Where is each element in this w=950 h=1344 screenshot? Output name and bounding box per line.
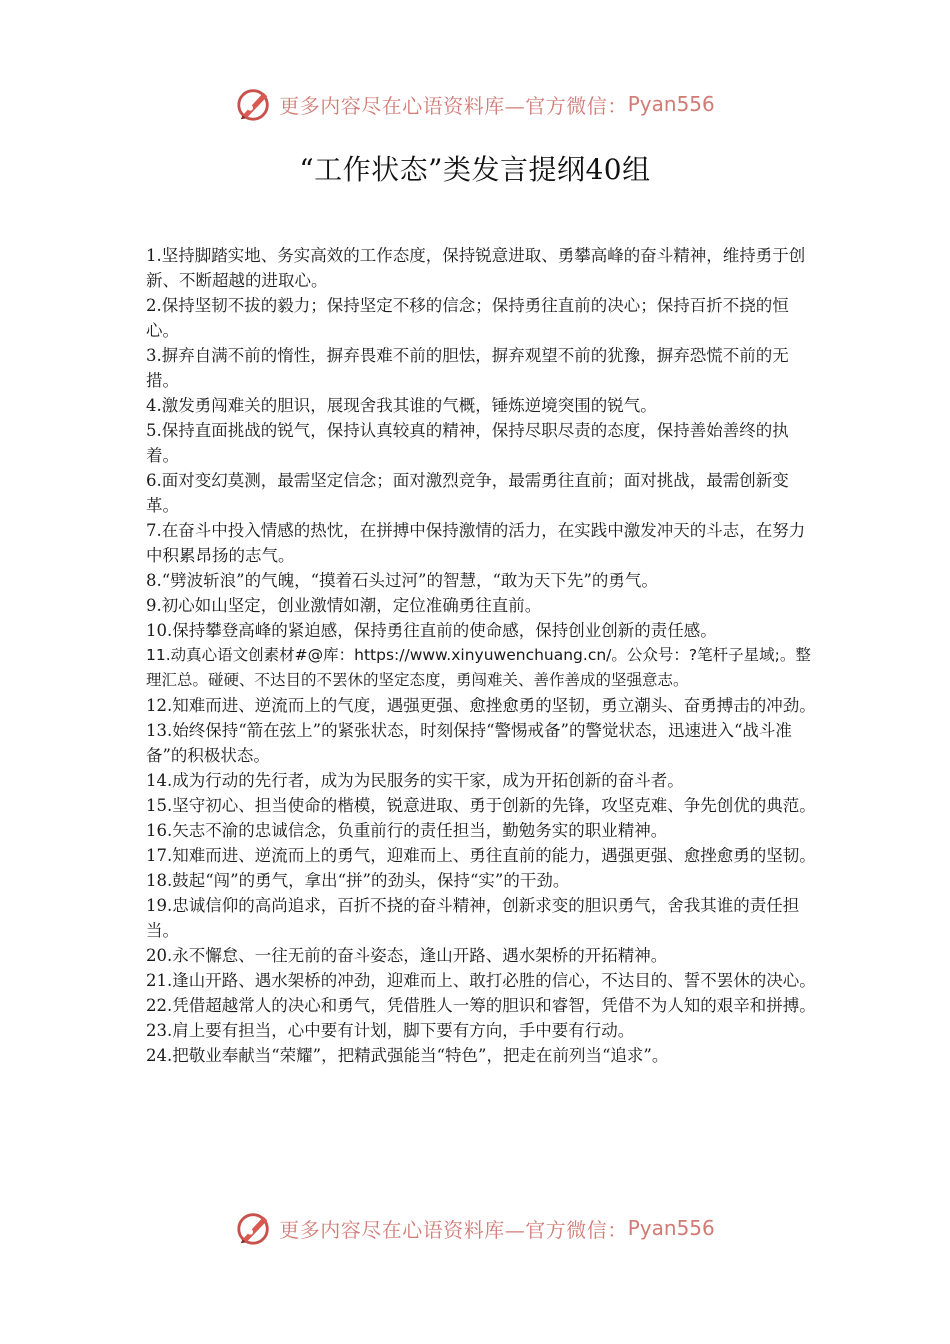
pen-seal-icon (235, 1209, 273, 1247)
list-item: 7.在奋斗中投入情感的热忱，在拼搏中保持激情的活力，在实践中激发冲天的斗志，在努力中积累昂扬的志气。 (146, 521, 806, 565)
list-item: 16.矢志不渝的忠诚信念，负重前行的责任担当，勤勉务实的职业精神。 (146, 821, 668, 840)
footer-banner (0, 1206, 950, 1250)
list-item: 13.始终保持“箭在弦上”的紧张状态，时刻保持“警惕戒备”的警觉状态，迅速进入“战斗准备”的积极状态。 (146, 721, 792, 765)
list-item: 1.坚持脚踏实地、务实高效的工作态度，保持锐意进取、勇攀高峰的奋斗精神，维持勇于创新、不断超越的进取心。 (146, 246, 806, 290)
list-item: 21.逢山开路、遇水架桥的冲劲，迎难而上、敢打必胜的信心，不达目的、誓不罢休的决心。 (146, 971, 816, 990)
list-item: 15.坚守初心、担当使命的楷模，锐意进取、勇于创新的先锋，攻坚克难、争先创优的典范。 (146, 796, 816, 815)
list-item: 4.激发勇闯难关的胆识，展现舍我其谁的气概，锤炼逆境突围的锐气。 (146, 396, 657, 415)
document-body (146, 243, 816, 1068)
banner-text: 更多内容尽在心语资料库—官方微信： (279, 1217, 628, 1242)
list-item: 12.知难而进、逆流而上的气度，遇强更强、愈挫愈勇的坚韧，勇立潮头、奋勇搏击的冲劲。 (146, 696, 816, 715)
list-item: 9.初心如山坚定，创业激情如潮，定位准确勇往直前。 (146, 596, 542, 615)
pen-seal-icon (235, 85, 273, 123)
list-item: 22.凭借超越常人的决心和勇气，凭借胜人一筹的胆识和睿智，凭借不为人知的艰辛和拼搏。 (146, 996, 816, 1015)
list-item: 20.永不懈怠、一往无前的奋斗姿态，逢山开路、遇水架桥的开拓精神。 (146, 946, 668, 965)
list-item: 5.保持直面挑战的锐气，保持认真较真的精神，保持尽职尽责的态度，保持善始善终的执着。 (146, 421, 789, 465)
header-banner (0, 82, 950, 126)
banner-text: 更多内容尽在心语资料库—官方微信： (279, 93, 628, 118)
list-item: 8.“劈波斩浪”的气魄，“摸着石头过河”的智慧，“敢为天下先”的勇气。 (146, 571, 658, 590)
list-item: 11.动真心语文创素材#@库：https://www.xinyuwenchuang.cn/。公众号：?笔杆子星域;。整理汇总。碰硬、不达目的不罢休的坚定态度，勇闯难关、善作善成的坚强意志。 (146, 646, 811, 689)
banner-wechat-handle: Pyan556 (627, 92, 715, 116)
banner-wechat-handle: Pyan556 (627, 1216, 715, 1240)
list-item: 17.知难而进、逆流而上的勇气，迎难而上、勇往直前的能力，遇强更强、愈挫愈勇的坚韧。 (146, 846, 816, 865)
list-item: 10.保持攀登高峰的紧迫感，保持勇往直前的使命感，保持创业创新的责任感。 (146, 621, 717, 640)
list-item: 2.保持坚韧不拔的毅力；保持坚定不移的信念；保持勇往直前的决心；保持百折不挠的恒心。 (146, 296, 789, 340)
list-item: 23.肩上要有担当，心中要有计划，脚下要有方向，手中要有行动。 (146, 1021, 635, 1040)
list-item: 19.忠诚信仰的高尚追求，百折不挠的奋斗精神，创新求变的胆识勇气，舍我其谁的责任担当。 (146, 896, 800, 940)
list-item: 6.面对变幻莫测，最需坚定信念；面对激烈竞争，最需勇往直前；面对挑战，最需创新变革。 (146, 471, 789, 515)
document-title: “工作状态”类发言提纲40组 (299, 153, 651, 186)
list-item: 3.摒弃自满不前的惰性，摒弃畏难不前的胆怯，摒弃观望不前的犹豫，摒弃恐慌不前的无措。 (146, 346, 789, 390)
list-item: 24.把敬业奉献当“荣耀”，把精武强能当“特色”，把走在前列当“追求”。 (146, 1046, 669, 1065)
list-item: 14.成为行动的先行者，成为为民服务的实干家，成为开拓创新的奋斗者。 (146, 771, 684, 790)
list-item: 18.鼓起“闯”的勇气，拿出“拼”的劲头，保持“实”的干劲。 (146, 871, 570, 890)
